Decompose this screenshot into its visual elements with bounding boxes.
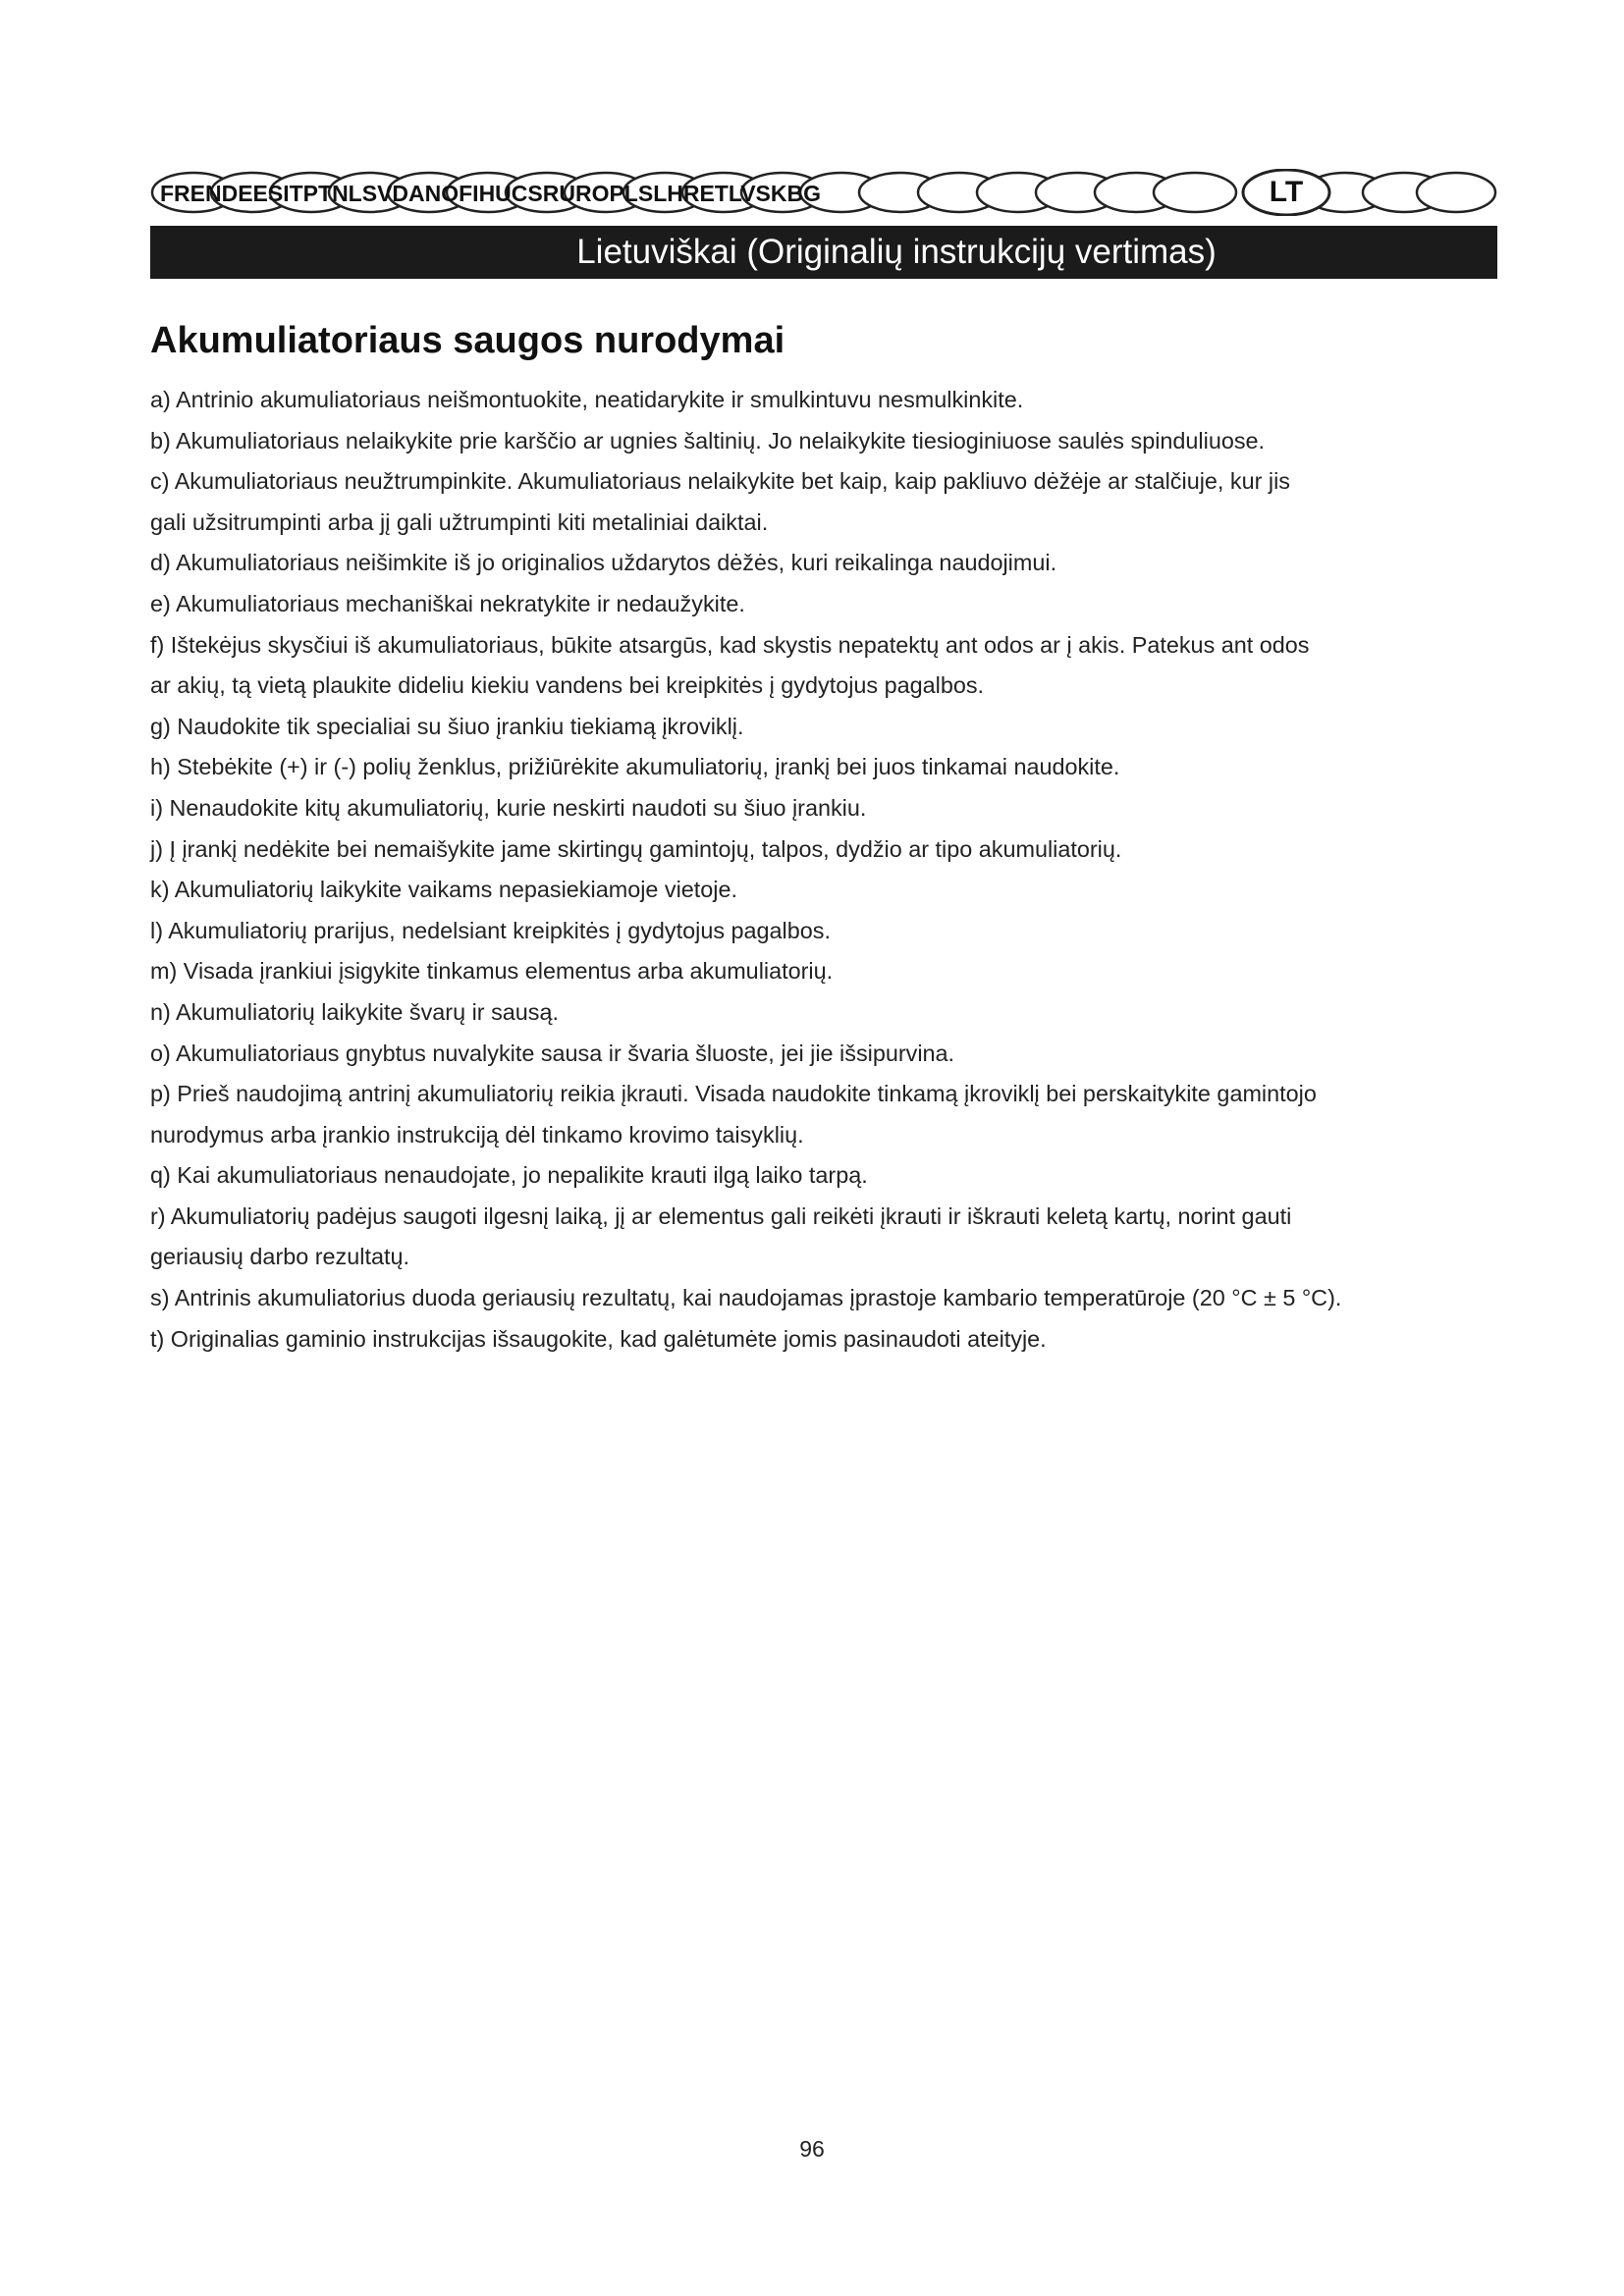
- active-language-badge: LT: [1269, 176, 1304, 208]
- list-item: d) Akumuliatoriaus neišimkite iš jo originalios uždarytos dėžės, kuri reikalinga naudojimui.: [150, 550, 1057, 576]
- list-item: s) Antrinis akumuliatorius duoda geriausių rezultatų, kai naudojamas įprastoje kambario temperatūroje (20 °C ± 5 °C).: [150, 1285, 1342, 1311]
- language-codes: FRENDEESITPTNLSVDANOFIHUCSRUROPLSLHRETLVSKBG: [160, 181, 821, 206]
- list-item: t) Originalias gaminio instrukcijas išsaugokite, kad galėtumėte jomis pasinaudoti ateityje.: [150, 1325, 1047, 1352]
- list-item: e) Akumuliatoriaus mechaniškai nekratykite ir nedaužykite.: [150, 590, 745, 616]
- language-title-band: [150, 226, 1497, 279]
- list-item: o) Akumuliatoriaus gnybtus nuvalykite sausa ir švaria šluoste, jei jie išsipurvina.: [150, 1040, 955, 1066]
- list-item: g) Naudokite tik specialiai su šiuo įrankiu tiekiamą įkroviklį.: [150, 713, 744, 739]
- safety-instructions-list: [150, 380, 1525, 1360]
- list-item: n) Akumuliatorių laikykite švarų ir sausą.: [150, 998, 559, 1025]
- list-item: h) Stebėkite (+) ir (-) polių ženklus, prižiūrėkite akumuliatorių, įrankį bei juos tinkamai naudokite.: [150, 754, 1120, 780]
- list-item: k) Akumuliatorių laikykite vaikams nepasiekiamoje vietoje.: [150, 877, 738, 903]
- page-number: 96: [799, 2136, 825, 2162]
- language-selector-bar: [150, 169, 1497, 216]
- list-item: b) Akumuliatoriaus nelaikykite prie karščio ar ugnies šaltinių. Jo nelaikykite tiesioginiuose saulės spinduliuose.: [150, 427, 1266, 454]
- page-title: Lietuviškai (Originalių instrukcijų vertimas): [576, 233, 1217, 271]
- list-item: l) Akumuliatorių prarijus, nedelsiant kreipkitės į gydytojus pagalbos.: [150, 917, 831, 943]
- list-item: j) Į įrankį nedėkite bei nemaišykite jame skirtingų gamintojų, talpos, dydžio ar tipo akumuliatorių.: [150, 835, 1122, 862]
- list-item: r) Akumuliatorių padėjus saugoti ilgesnį laiką, jį ar elementus gali reikėti įkrauti ir iškrauti keletą kartų, norint gauti geriausių darbo rezultatų.: [150, 1202, 1292, 1270]
- list-item: c) Akumuliatoriaus neužtrumpinkite. Akumuliatoriaus nelaikykite bet kaip, kaip pakliuvo dėžėje ar stalčiuje, kur jis gali užsitrumpinti arba jį gali užtrumpinti kiti metaliniai daiktai.: [150, 468, 1290, 535]
- list-item: m) Visada įrankiui įsigykite tinkamus elementus arba akumuliatorių.: [150, 958, 834, 985]
- list-item: p) Prieš naudojimą antrinį akumuliatorių reikia įkrauti. Visada naudokite tinkamą įkroviklį bei perskaitykite gamintojo nurodymus arba įrankio instrukciją dėl tinkamo krovimo taisyklių.: [150, 1081, 1317, 1148]
- section-heading: Akumuliatoriaus saugos nurodymai: [150, 320, 785, 361]
- list-item: i) Nenaudokite kitų akumuliatorių, kurie neskirti naudoti su šiuo įrankiu.: [150, 794, 867, 821]
- list-item: q) Kai akumuliatoriaus nenaudojate, jo nepalikite krauti ilgą laiko tarpą.: [150, 1162, 868, 1189]
- list-item: a) Antrinio akumuliatoriaus neišmontuokite, neatidarykite ir smulkintuvu nesmulkinkite.: [150, 387, 1024, 412]
- list-item: f) Ištekėjus skysčiui iš akumuliatoriaus, būkite atsargūs, kad skystis nepatektų ant odos ar į akis. Patekus ant odos ar akių, tą vietą plaukite dideliu kiekiu vandens bei kreipkitės į gydytojus pagalbos.: [150, 631, 1310, 699]
